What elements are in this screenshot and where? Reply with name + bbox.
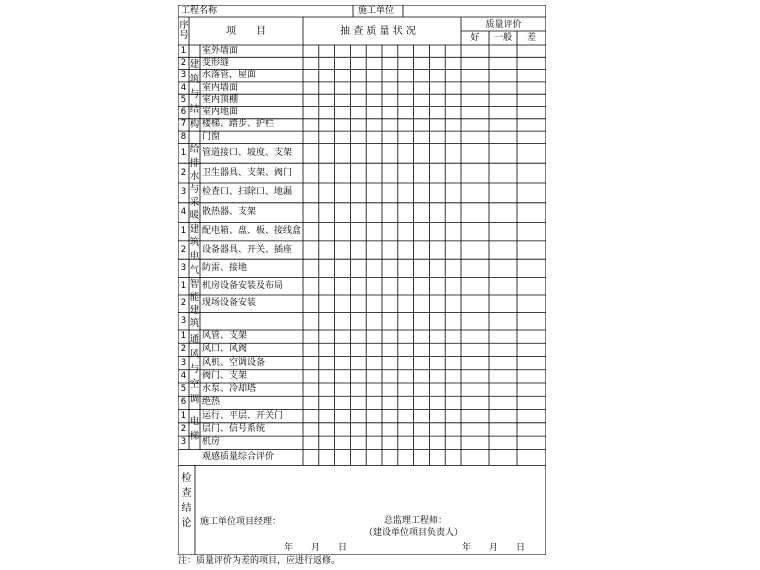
row-number: 3 <box>180 187 187 198</box>
row-number: 4 <box>180 207 187 218</box>
summary-label: 观感质量综合评价 <box>202 451 275 462</box>
row-item-label: 绝热 <box>202 397 221 408</box>
construction-unit-label: 施工单位 <box>358 6 395 16</box>
row-item-label: 风管、支架 <box>202 331 248 342</box>
row-item-label: 变形缝 <box>202 57 230 68</box>
row-item-label: 现场设备安装 <box>202 298 257 309</box>
row-item-label: 室内地面 <box>202 107 239 118</box>
row-item-label: 风口、风阀 <box>202 344 248 355</box>
row-number: 1 <box>180 280 187 291</box>
date-left: 年 月 日 <box>284 543 348 553</box>
row-item-label: 设备器具、开关、插座 <box>202 244 293 255</box>
row-item-label: 机房 <box>202 437 221 448</box>
row-number: 3 <box>180 357 187 368</box>
row-item-label: 层门、信号系统 <box>202 423 266 434</box>
row-item-label: 运行、平层、开关门 <box>202 410 284 421</box>
row-item-label: 室内墙面 <box>202 82 239 93</box>
row-number: 3 <box>180 70 187 81</box>
row-number: 1 <box>180 226 187 237</box>
row-number: 5 <box>180 384 187 395</box>
row-item-label: 阀门、支架 <box>202 370 248 381</box>
row-item-label: 机房设备安装及布局 <box>202 280 284 291</box>
average-header: 一般 <box>493 33 512 43</box>
row-number: 6 <box>180 107 187 118</box>
item-header: 项 目 <box>226 26 266 37</box>
inspection-header: 抽 查 质 量 状 况 <box>340 26 416 37</box>
row-item-label: 管道接口、坡度、支架 <box>202 147 293 158</box>
row-number: 2 <box>180 423 187 434</box>
row-number: 3 <box>180 262 187 273</box>
footnote: 注：质量评价为差的项目，应进行返修。 <box>178 556 341 566</box>
row-item-label: 门窗 <box>202 131 221 142</box>
row-item-label: 水泵、冷却塔 <box>202 384 257 395</box>
group-label: 智 能 建 筑 <box>189 278 200 329</box>
row-number: 1 <box>180 410 187 421</box>
good-header: 好 <box>470 33 480 43</box>
quality-header: 质量评价 <box>485 20 522 30</box>
row-number: 4 <box>180 370 187 381</box>
contractor-manager-label: 施工单位项目经理： <box>200 517 282 527</box>
project-name-label: 工程名称 <box>181 6 218 16</box>
row-number: 1 <box>180 45 187 56</box>
row-number: 4 <box>180 82 187 93</box>
row-number: 2 <box>180 244 187 255</box>
row-number: 1 <box>180 331 187 342</box>
poor-header: 差 <box>526 33 536 43</box>
date-right: 年 月 日 <box>462 543 526 553</box>
seq-header: 序号 <box>179 20 189 41</box>
row-number: 5 <box>180 94 187 105</box>
row-item-label: 室外墙面 <box>202 45 239 56</box>
row-item-label: 配电箱、盘、板、接线盒 <box>202 226 302 237</box>
group-label: 建 筑 电 气 <box>189 223 200 276</box>
row-number: 3 <box>180 437 187 448</box>
group-label: 通 风 与 空 调 <box>189 334 200 406</box>
row-item-label: 防雷、接地 <box>202 262 248 273</box>
row-number: 2 <box>180 344 187 355</box>
row-item-label: 卫生器具、支架、阀门 <box>202 167 293 178</box>
owner-note: （建设单位项目负责人） <box>364 528 464 538</box>
row-number: 2 <box>180 57 187 68</box>
row-number: 8 <box>180 131 187 142</box>
row-item-label: 散热器、支架 <box>202 207 257 218</box>
group-label: 电 梯 <box>189 416 200 443</box>
chief-supervisor-label: 总监理工程师： <box>384 516 448 526</box>
row-number: 2 <box>180 298 187 309</box>
row-number: 3 <box>180 315 187 326</box>
row-item-label: 检查口、扫除口、地漏 <box>202 187 293 198</box>
group-label: 给 排 水 与 采 暖 <box>189 144 200 222</box>
row-number: 1 <box>180 147 187 158</box>
row-item-label: 水落管，屋面 <box>202 70 257 81</box>
row-item-label: 室内顶棚 <box>202 94 239 105</box>
row-number: 2 <box>180 167 187 178</box>
row-item-label: 风机、空调设备 <box>202 357 266 368</box>
row-item-label: 楼梯、踏步、护栏 <box>202 119 275 130</box>
row-number: 6 <box>180 397 187 408</box>
row-number: 7 <box>180 119 187 130</box>
conclusion-label: 检 查 结 论 <box>181 473 192 530</box>
quality-inspection-form <box>178 5 546 555</box>
group-label: 建 筑 与 结 构 <box>189 58 200 130</box>
